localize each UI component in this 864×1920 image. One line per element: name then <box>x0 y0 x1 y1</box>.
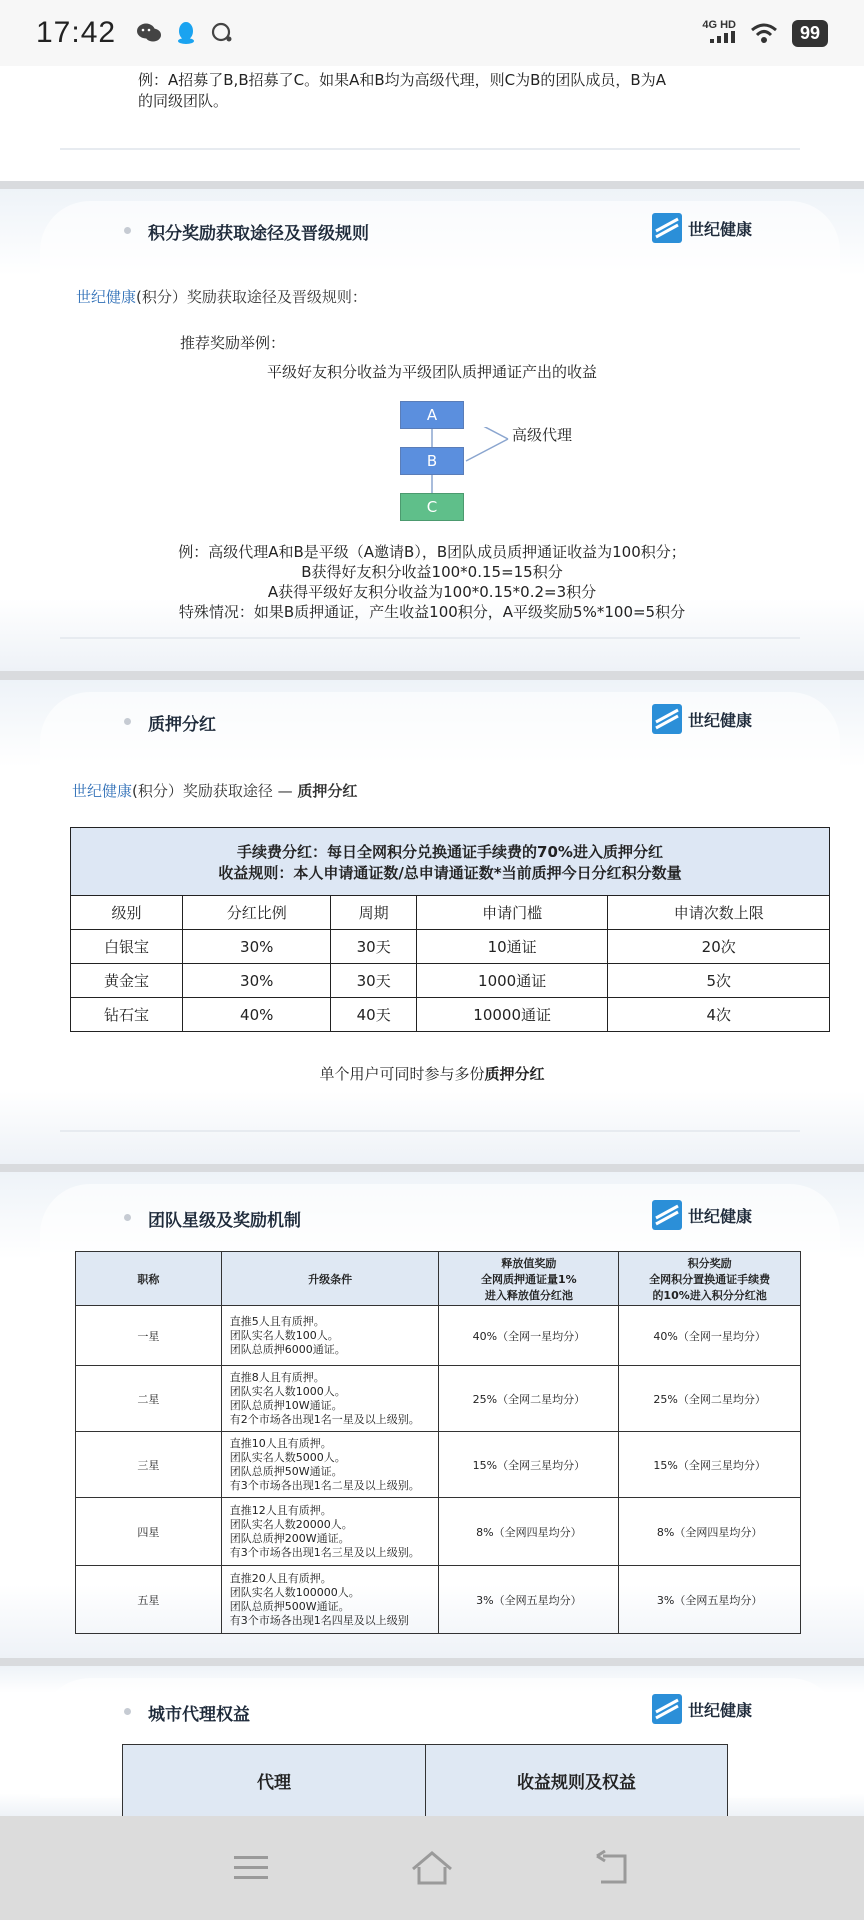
fragment-line-2: 的同级团队。 <box>138 92 229 110</box>
table-header <box>71 828 830 896</box>
condition-line: 有3个市场各出现1名三星及以上级别。 <box>229 1545 420 1559</box>
bullet-dot <box>124 718 131 725</box>
subtitle-text: (积分）奖励获取途径 — <box>132 782 298 800</box>
slide-subtitle <box>76 286 367 307</box>
col-points <box>619 1252 801 1306</box>
col-points-line: 积分奖励 <box>687 1256 732 1270</box>
brand-logo <box>652 704 752 734</box>
section-title: 积分奖励获取途径及晋级规则 <box>148 224 369 244</box>
condition-line: 团队实名人数20000人。 <box>229 1517 353 1531</box>
rank-cell: 四星 <box>76 1498 222 1566</box>
subtitle-bold: 质押分红 <box>297 782 358 800</box>
rank-cell: 五星 <box>76 1566 222 1634</box>
table-row <box>71 998 830 1032</box>
divider <box>60 637 800 639</box>
network-label: 4G HD <box>702 19 736 31</box>
condition-line: 有2个市场各出现1名一星及以上级别。 <box>229 1412 420 1426</box>
battery-icon: 99 <box>792 20 828 47</box>
condition-cell <box>221 1566 439 1634</box>
back-button[interactable] <box>588 1846 638 1890</box>
brand-logo <box>652 213 752 243</box>
logo-text: 世纪健康 <box>688 1700 753 1720</box>
brand-logo <box>652 1694 752 1724</box>
points-cell: 40%（全网一星均分） <box>619 1306 801 1366</box>
cell: 30天 <box>331 964 416 998</box>
cell: 白银宝 <box>71 930 183 964</box>
divider <box>60 148 800 150</box>
points-cell: 15%（全网三星均分） <box>619 1432 801 1498</box>
cell: 40% <box>182 998 330 1032</box>
bullet-dot <box>124 1214 131 1221</box>
footnote-bold: 质押分红 <box>484 1065 545 1083</box>
col-release-line: 全网质押通证量1% <box>481 1272 577 1286</box>
condition-line: 团队实名人数5000人。 <box>229 1450 346 1464</box>
cell: 20次 <box>608 930 830 964</box>
points-cell: 25%（全网二星均分） <box>619 1366 801 1432</box>
logo-icon <box>652 213 682 243</box>
condition-cell <box>221 1306 439 1366</box>
condition-line: 团队实名人数1000人。 <box>229 1384 346 1398</box>
subtitle-text: (积分）奖励获取途径及晋级规则： <box>136 288 367 306</box>
diagram-connectors <box>420 427 520 497</box>
system-nav-bar <box>0 1816 864 1920</box>
back-icon <box>593 1850 633 1886</box>
rank-cell: 三星 <box>76 1432 222 1498</box>
table-row <box>71 930 830 964</box>
release-cell: 15%（全网三星均分） <box>439 1432 619 1498</box>
diagram-caption: 平级好友积分收益为平级团队质押通证产出的收益 <box>266 363 597 381</box>
section-title: 质押分红 <box>148 715 216 735</box>
release-cell: 3%（全网五星均分） <box>439 1566 619 1634</box>
table-row <box>76 1306 801 1366</box>
table-header-line-2: 收益规则：本人申请通证数/总申请通证数*当前质押今日分红积分数量 <box>218 863 682 882</box>
cell: 10通证 <box>416 930 608 964</box>
footnote-text: 单个用户可同时参与多份 <box>319 1065 485 1083</box>
table-row <box>76 1498 801 1566</box>
slide-fragment <box>0 66 864 181</box>
fragment-text <box>138 70 666 112</box>
condition-cell <box>221 1366 439 1432</box>
logo-text: 世纪健康 <box>688 710 753 730</box>
condition-line: 团队实名人数100人。 <box>229 1328 339 1342</box>
status-time: 17:42 <box>36 16 117 49</box>
slide-subtitle <box>72 780 357 801</box>
bullet-dot <box>124 1708 131 1715</box>
release-cell: 8%（全网四星均分） <box>439 1498 619 1566</box>
release-cell: 40%（全网一星均分） <box>439 1306 619 1366</box>
bullet-dot <box>124 227 131 234</box>
brand-logo <box>652 1200 752 1230</box>
condition-line: 直推5人且有质押。 <box>229 1314 325 1328</box>
cell: 30天 <box>331 930 416 964</box>
network-indicator <box>702 20 736 46</box>
points-cell: 3%（全网五星均分） <box>619 1566 801 1634</box>
condition-line: 团队总质押10W通证。 <box>229 1398 343 1412</box>
table-column-header <box>123 1745 728 1817</box>
rank-cell: 一星 <box>76 1306 222 1366</box>
col-release-line: 进入释放值分红池 <box>484 1288 573 1302</box>
note-4: 特殊情况：如果B质押通证，产生收益100积分，A平级奖励5%*100=5积分 <box>178 603 686 621</box>
condition-line: 团队实名人数100000人。 <box>229 1585 360 1599</box>
col-points-line: 全网积分置换通证手续费 <box>649 1272 771 1286</box>
col-limit: 申请次数上限 <box>608 896 830 930</box>
table-row <box>76 1366 801 1432</box>
table-row <box>76 1432 801 1498</box>
star-rank-table <box>75 1251 801 1634</box>
col-level: 级别 <box>71 896 183 930</box>
divider <box>60 1130 800 1132</box>
example-label: 推荐奖励举例： <box>180 334 286 352</box>
subtitle-brand: 世纪健康 <box>72 782 133 800</box>
points-cell: 8%（全网四星均分） <box>619 1498 801 1566</box>
node-b: B <box>400 447 464 475</box>
note-1: 例：高级代理A和B是平级（A邀请B），B团队成员质押通证收益为100积分； <box>178 543 686 561</box>
menu-button[interactable] <box>226 1846 276 1890</box>
release-cell: 25%（全网二星均分） <box>439 1366 619 1432</box>
section-title: 团队星级及奖励机制 <box>148 1211 301 1231</box>
rank-cell: 二星 <box>76 1366 222 1432</box>
col-rules: 收益规则及权益 <box>426 1745 728 1817</box>
wifi-icon <box>750 22 778 44</box>
signal-icon <box>710 31 736 43</box>
subtitle-brand: 世纪健康 <box>76 288 137 306</box>
logo-icon <box>652 1694 682 1724</box>
slide-city-agent <box>0 1666 864 1816</box>
table-column-header <box>76 1252 801 1306</box>
logo-icon <box>652 1200 682 1230</box>
condition-cell <box>221 1498 439 1566</box>
condition-line: 直推8人且有质押。 <box>229 1370 325 1384</box>
city-agent-table <box>122 1744 728 1816</box>
section-title: 城市代理权益 <box>148 1705 250 1725</box>
dividend-table <box>70 827 830 1032</box>
col-points-line: 的10%进入积分分红池 <box>652 1288 767 1302</box>
condition-line: 直推10人且有质押。 <box>229 1436 332 1450</box>
cell: 钻石宝 <box>71 998 183 1032</box>
col-release <box>439 1252 619 1306</box>
chat-bubble-icon <box>210 22 234 44</box>
fragment-line-1: 例：A招募了B,B招募了C。如果A和B均为高级代理，则C为B的团队成员，B为A <box>138 71 666 89</box>
condition-line: 团队总质押200W通证。 <box>229 1531 350 1545</box>
note-2: B获得好友积分收益100*0.15=15积分 <box>301 563 563 581</box>
status-bar <box>0 0 864 66</box>
col-ratio: 分红比例 <box>182 896 330 930</box>
col-threshold: 申请门槛 <box>416 896 608 930</box>
condition-line: 团队总质押6000通证。 <box>229 1342 346 1356</box>
condition-line: 有3个市场各出现1名四星及以上级别 <box>229 1613 409 1627</box>
condition-line: 直推12人且有质押。 <box>229 1503 332 1517</box>
logo-text: 世纪健康 <box>688 1206 753 1226</box>
cell: 30% <box>182 964 330 998</box>
node-c: C <box>400 493 464 521</box>
table-column-header <box>71 896 830 930</box>
qq-icon <box>176 21 196 45</box>
note-3: A获得平级好友积分收益为100*0.15*0.2=3积分 <box>267 583 597 601</box>
cell: 4次 <box>608 998 830 1032</box>
slide-team-stars <box>0 1172 864 1658</box>
col-condition: 升级条件 <box>221 1252 439 1306</box>
table-footnote <box>0 1063 864 1084</box>
slide-points-rules <box>0 189 864 671</box>
home-button[interactable] <box>407 1846 457 1890</box>
condition-cell <box>221 1432 439 1498</box>
home-icon <box>409 1849 455 1887</box>
cell: 1000通证 <box>416 964 608 998</box>
col-agent: 代理 <box>123 1745 426 1817</box>
cell: 10000通证 <box>416 998 608 1032</box>
col-release-line: 释放值奖励 <box>501 1256 557 1270</box>
table-header-line-1: 手续费分红：每日全网积分兑换通证手续费的70%进入质押分红 <box>237 842 663 861</box>
wechat-icon <box>136 22 162 44</box>
cell: 40天 <box>331 998 416 1032</box>
logo-icon <box>652 704 682 734</box>
logo-text: 世纪健康 <box>688 219 753 239</box>
cell: 5次 <box>608 964 830 998</box>
node-a: A <box>400 401 464 429</box>
col-rank: 职称 <box>76 1252 222 1306</box>
table-row <box>71 964 830 998</box>
slide-staking-dividend <box>0 680 864 1164</box>
condition-line: 直推20人且有质押。 <box>229 1571 332 1585</box>
menu-icon <box>232 1853 270 1883</box>
cell: 30% <box>182 930 330 964</box>
cell: 黄金宝 <box>71 964 183 998</box>
condition-line: 有3个市场各出现1名二星及以上级别。 <box>229 1478 420 1492</box>
agent-label: 高级代理 <box>512 426 573 444</box>
condition-line: 团队总质押50W通证。 <box>229 1464 343 1478</box>
table-row <box>76 1566 801 1634</box>
col-period: 周期 <box>331 896 416 930</box>
condition-line: 团队总质押500W通证。 <box>229 1599 350 1613</box>
